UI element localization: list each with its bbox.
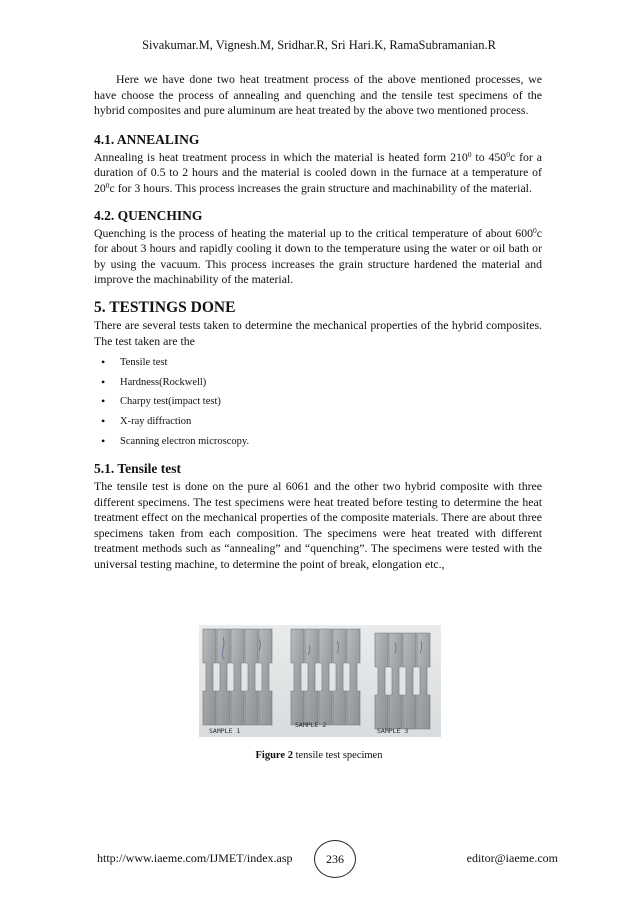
list-item: • Tensile test [94, 353, 542, 373]
tensile-paragraph: The tensile test is done on the pure al 6061 and the other two hybrid composite with three different specimens. The test specimens were heat treated before testing to determine the heat treatment effect on the mechanical properties of the composite materials. There are about three specimens taken from each composition. The specimens were heat treated with different treatment methods such as “annealing” and “quenching”. The specimens were tested with the universal testing machine, to determine the point of break, elongation etc., [94, 479, 542, 572]
quenching-paragraph: Quenching is the process of heating the material up to the critical temperature of about $600^0c$ for about 3 hours and rapidly cooling it down to the temperature using the water or oil bath or by using the vacuum. This process increases the grain structure hardened the material and improve the machinability of the material. [94, 225, 542, 287]
quenching-heading: 4.2. QUENCHING [94, 207, 203, 223]
page-footer [0, 840, 638, 878]
tensile-heading: 5.1. Tensile test [94, 461, 182, 477]
testings-heading: 5. TESTINGS DONE [94, 298, 236, 316]
annealing-paragraph: Annealing is heat treatment process in which the material is heated form $210^0$ to $450^0c$ for a duration of 0.5 to 2 hours and the material is cooled down in the furnace at a temperature of $20^0c$ for 3 hours. This process increases the grain structure and machinability of the material. [94, 149, 542, 195]
annealing-heading: 4.1. ANNEALING [94, 131, 200, 147]
main-content [94, 72, 542, 573]
sample-label: SAMPLE 3 [377, 727, 409, 735]
figure-caption: Figure 2 tensile test specimen [255, 750, 383, 761]
editor-email[interactable]: editor@iaeme.com [466, 851, 558, 865]
intro-paragraph: Here we have done two heat treatment process of the above mentioned processes, we have choose the process of annealing and quenching and the tensile test specimens of the hybrid composites and pure aluminum are heat treated by the above two mentioned process. [94, 72, 542, 118]
list-item: • X-ray diffraction [94, 412, 542, 432]
list-item: • Scanning electron microscopy. [94, 432, 542, 452]
page-number: 236 [314, 840, 356, 878]
running-header: Sivakumar.M, Vignesh.M, Sridhar.R, Sri Hari.K, RamaSubramanian.R [142, 38, 496, 52]
tests-list [94, 353, 542, 451]
sample-label: SAMPLE 1 [209, 727, 241, 735]
tensile-specimen-photo [199, 625, 441, 737]
sample-label: SAMPLE 2 [295, 721, 327, 729]
testings-intro: There are several tests taken to determine the mechanical properties of the hybrid composites. The test taken are the [94, 317, 542, 348]
list-item: • Hardness(Rockwell) [94, 373, 542, 393]
journal-url-link[interactable]: http://www.iaeme.com/IJMET/index.asp [97, 851, 293, 865]
list-item: • Charpy test(impact test) [94, 392, 542, 412]
